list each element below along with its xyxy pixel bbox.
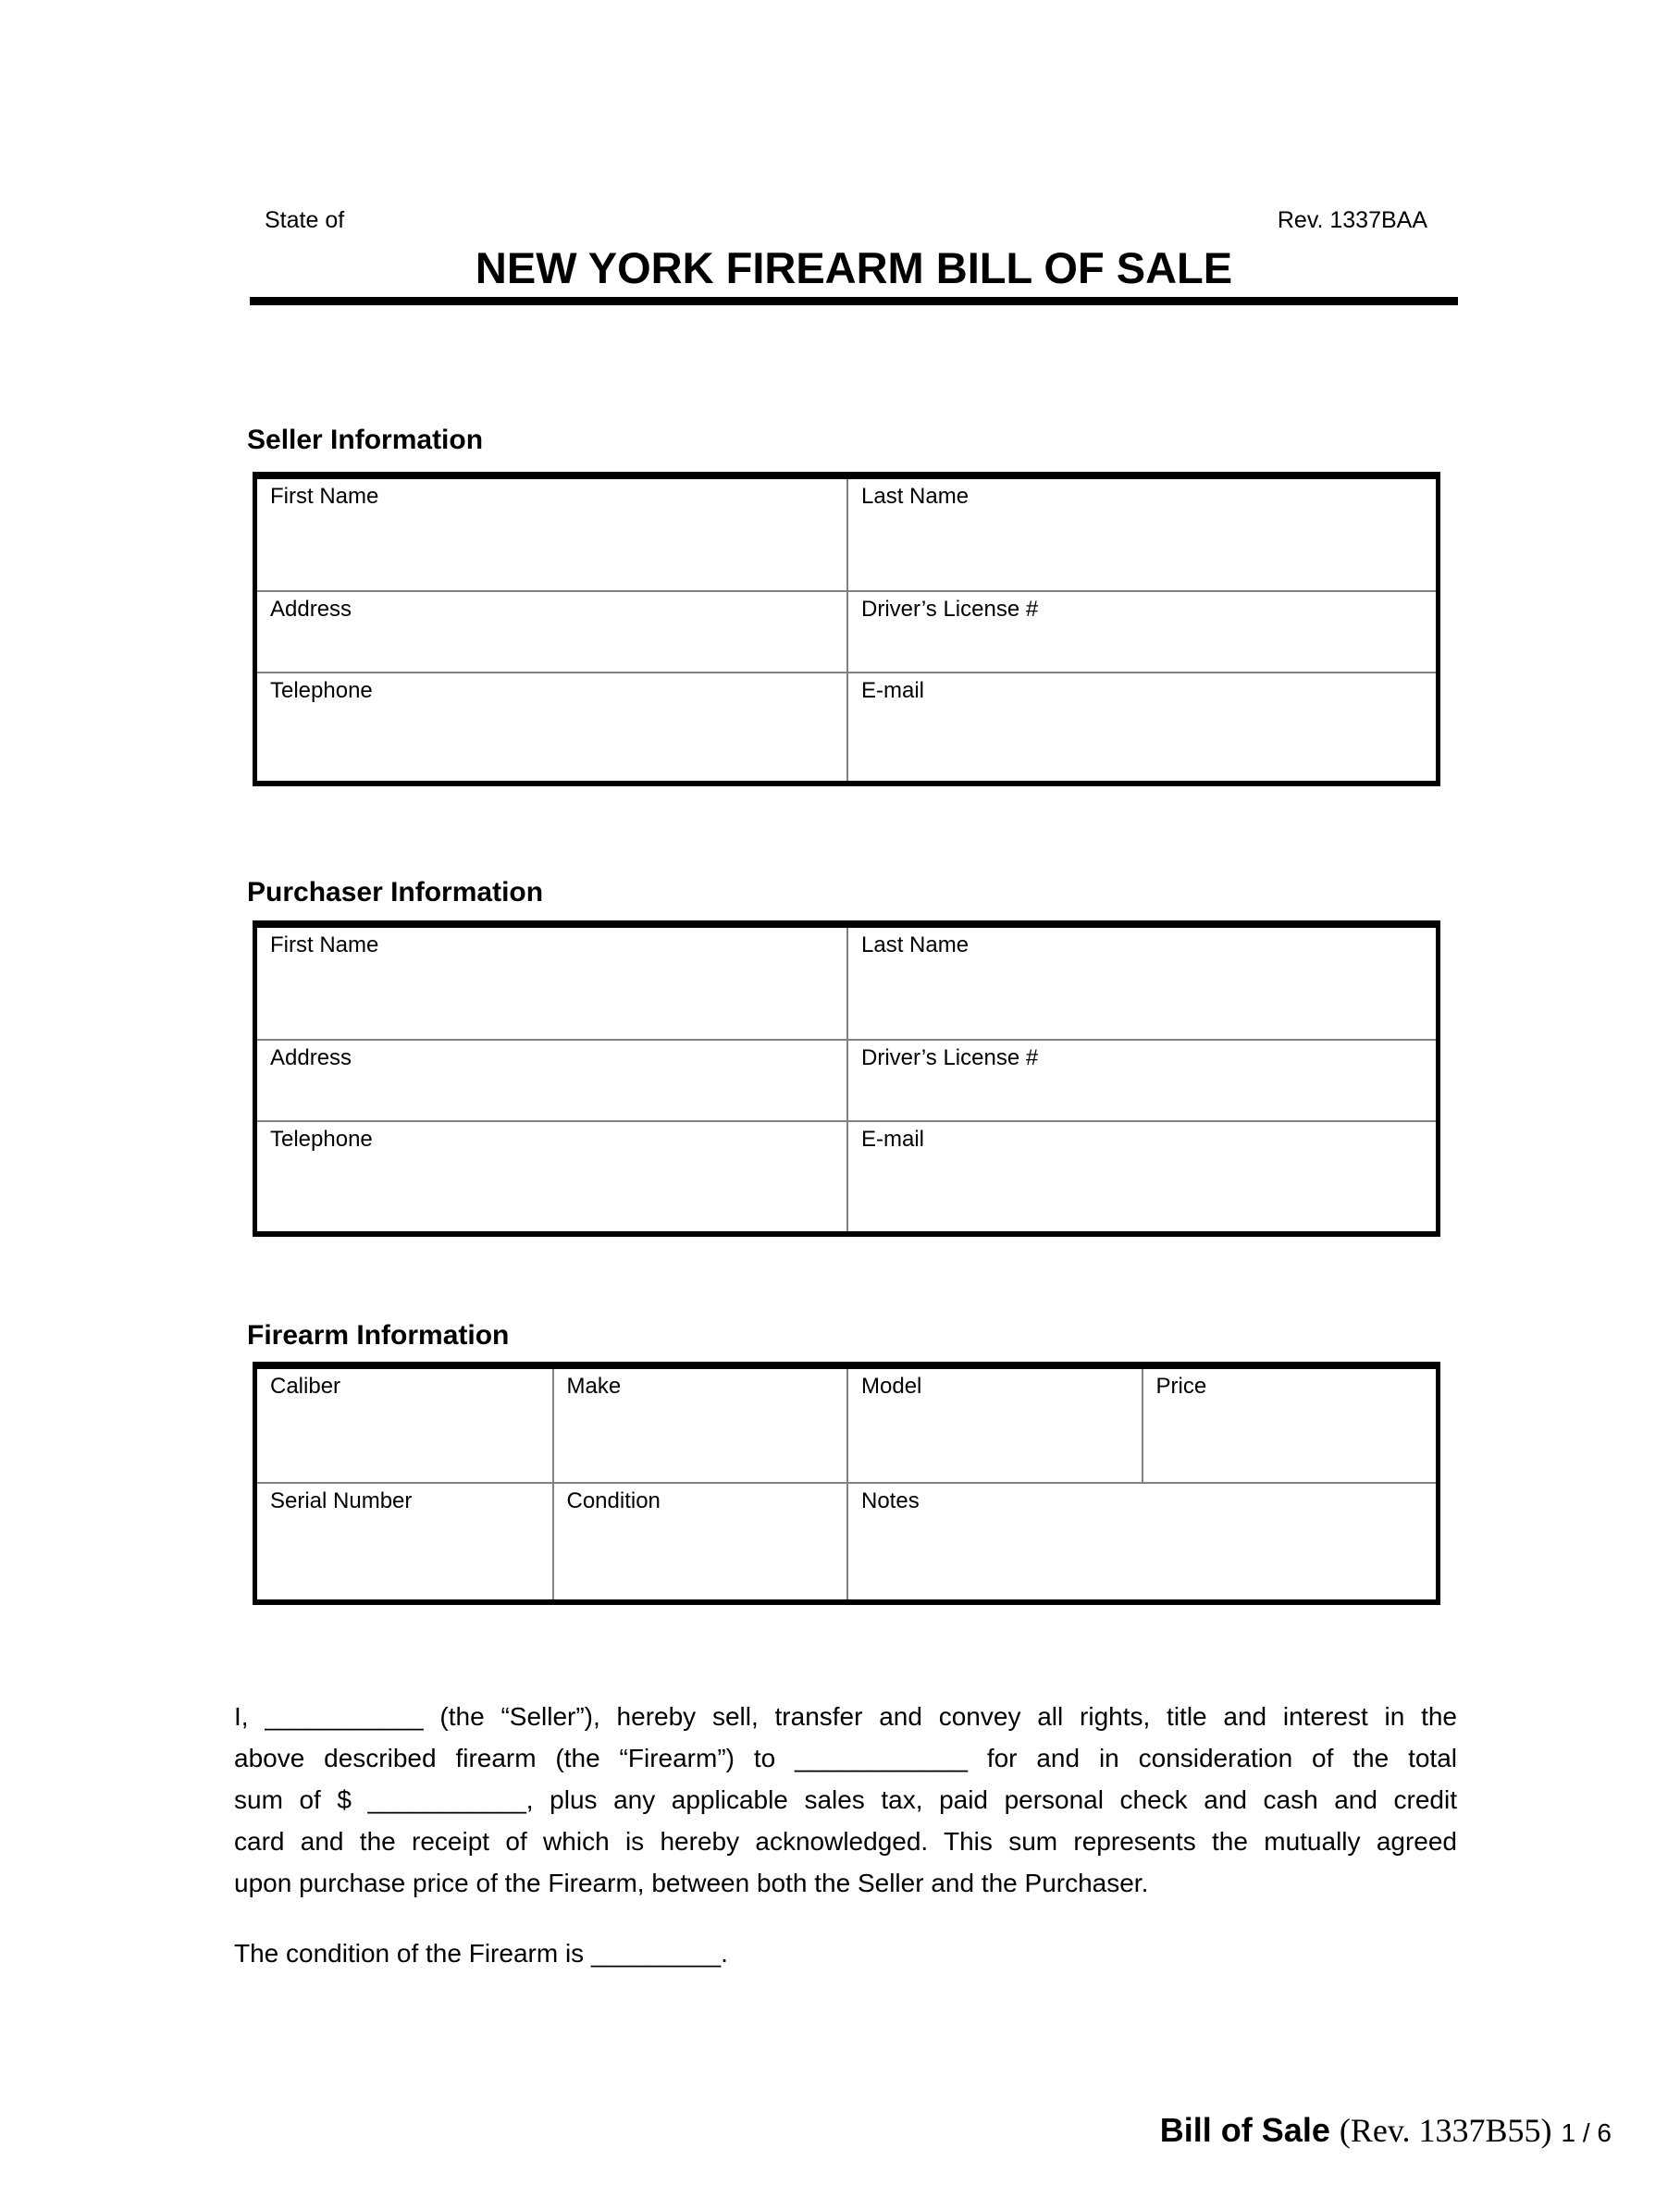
purchaser-info-table	[253, 920, 1440, 1237]
firearm-price-field[interactable]	[1142, 1369, 1437, 1482]
purchaser-telephone-field[interactable]	[257, 1120, 846, 1231]
seller-drivers-license-label: Driver’s License #	[861, 597, 1039, 622]
firearm-info-table	[253, 1362, 1440, 1605]
purchaser-email-label: E-mail	[861, 1127, 925, 1152]
seller-address-label: Address	[270, 597, 352, 622]
firearm-condition-field[interactable]	[552, 1482, 847, 1599]
purchaser-last-name-field[interactable]	[846, 928, 1436, 1039]
purchaser-first-name-field[interactable]	[257, 928, 846, 1039]
header-row	[265, 205, 1427, 235]
purchaser-first-name-label: First Name	[270, 932, 379, 957]
state-of-label: State of	[265, 207, 345, 233]
seller-last-name-field[interactable]	[846, 479, 1436, 590]
seller-email-field[interactable]	[846, 672, 1436, 781]
purchaser-drivers-license-label: Driver’s License #	[861, 1045, 1039, 1070]
condition-statement: The condition of the Firearm is _________.	[234, 1939, 728, 1968]
purchaser-section-heading: Purchaser Information	[247, 877, 544, 907]
seller-drivers-license-field[interactable]	[846, 590, 1436, 672]
statement-line-1: I, ___________ (the “Seller”), hereby sell, transfer and convey all rights, title and interest in the	[234, 1702, 1457, 1731]
purchaser-address-label: Address	[270, 1045, 352, 1070]
seller-email-label: E-mail	[861, 678, 925, 703]
firearm-serial-number-label: Serial Number	[270, 1488, 413, 1513]
firearm-caliber-label: Caliber	[270, 1374, 341, 1399]
statement-line-3: sum of $ ___________, plus any applicable sales tax, paid personal check and cash and credit	[234, 1785, 1457, 1814]
footer-doc-name: Bill of Sale	[1159, 2111, 1330, 2149]
sale-statement-paragraph	[234, 1696, 1457, 1904]
firearm-price-label: Price	[1155, 1374, 1207, 1399]
firearm-model-label: Model	[861, 1374, 922, 1399]
seller-first-name-field[interactable]	[257, 479, 846, 590]
firearm-notes-field[interactable]	[846, 1482, 1436, 1599]
seller-first-name-label: First Name	[270, 484, 379, 509]
purchaser-address-field[interactable]	[257, 1039, 846, 1120]
seller-last-name-label: Last Name	[861, 484, 970, 509]
firearm-condition-label: Condition	[566, 1488, 661, 1513]
header-revision: Rev. 1337BAA	[1277, 207, 1427, 233]
document-title: NEW YORK FIREARM BILL OF SALE	[475, 243, 1233, 292]
firearm-make-label: Make	[566, 1374, 622, 1399]
seller-address-field[interactable]	[257, 590, 846, 672]
statement-line-2: above described firearm (the “Firearm”) to ____________ for and in consideration of the total	[234, 1744, 1457, 1772]
purchaser-drivers-license-field[interactable]	[846, 1039, 1436, 1120]
statement-line-5: upon purchase price of the Firearm, between both the Seller and the Purchaser.	[234, 1869, 1149, 1897]
purchaser-telephone-label: Telephone	[270, 1127, 373, 1152]
seller-info-table	[253, 472, 1440, 786]
title-rule	[250, 297, 1458, 305]
purchaser-last-name-label: Last Name	[861, 932, 970, 957]
footer-page-indicator: 1 / 6	[1561, 2118, 1612, 2147]
purchaser-email-field[interactable]	[846, 1120, 1436, 1231]
firearm-serial-number-field[interactable]	[257, 1482, 552, 1599]
statement-line-4: card and the receipt of which is hereby acknowledged. This sum represents the mutually agreed	[234, 1827, 1457, 1856]
firearm-make-field[interactable]	[552, 1369, 847, 1482]
footer-revision: (Rev. 1337B55)	[1339, 2112, 1552, 2149]
firearm-notes-label: Notes	[861, 1488, 920, 1513]
firearm-model-field[interactable]	[846, 1369, 1142, 1482]
firearm-caliber-field[interactable]	[257, 1369, 552, 1482]
page-footer	[1160, 2110, 1612, 2154]
seller-telephone-field[interactable]	[257, 672, 846, 781]
firearm-section-heading: Firearm Information	[247, 1320, 510, 1351]
seller-telephone-label: Telephone	[270, 678, 373, 703]
seller-section-heading: Seller Information	[247, 425, 484, 455]
